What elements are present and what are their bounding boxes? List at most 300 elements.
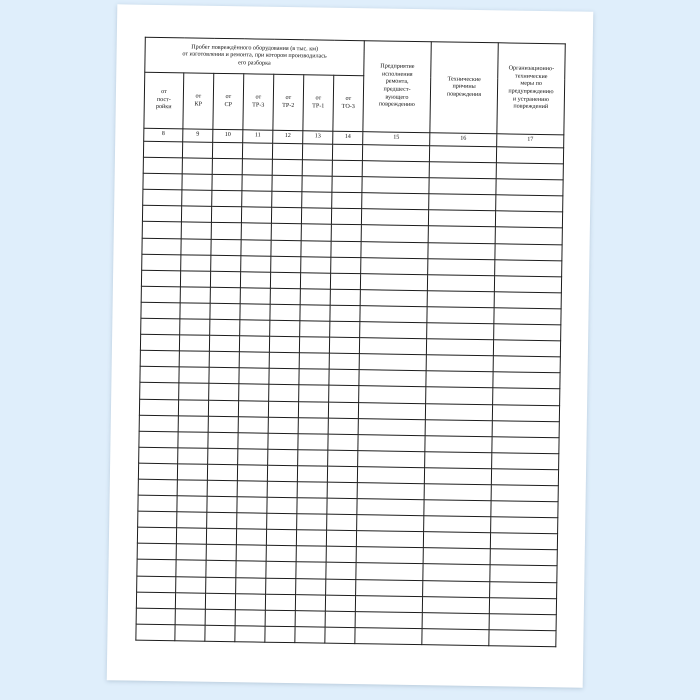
table-cell[interactable] [236,577,266,594]
table-cell[interactable] [298,417,328,434]
table-cell[interactable] [426,387,493,404]
table-cell[interactable] [270,288,300,305]
table-cell[interactable] [143,157,182,174]
table-cell[interactable] [492,404,559,421]
table-cell[interactable] [175,592,205,609]
table-cell[interactable] [327,498,357,515]
table-cell[interactable] [492,453,559,470]
table-cell[interactable] [301,208,331,225]
table-cell[interactable] [301,224,331,241]
table-cell[interactable] [270,272,300,289]
table-cell[interactable] [265,594,295,611]
table-cell[interactable] [181,238,211,255]
table-cell[interactable] [491,517,558,534]
table-cell[interactable] [179,335,209,352]
table-cell[interactable] [298,401,328,418]
table-cell[interactable] [490,549,557,566]
table-cell[interactable] [241,223,271,240]
table-cell[interactable] [330,273,360,290]
table-cell[interactable] [138,463,177,480]
table-cell[interactable] [300,321,330,338]
table-cell[interactable] [268,417,298,434]
table-cell[interactable] [493,340,560,357]
table-cell[interactable] [422,596,489,613]
table-cell[interactable] [491,485,558,502]
table-cell[interactable] [496,195,563,212]
table-cell[interactable] [140,350,179,367]
table-cell[interactable] [330,321,360,338]
table-cell[interactable] [427,307,494,324]
table-cell[interactable] [362,177,429,194]
table-cell[interactable] [181,206,211,223]
table-cell[interactable] [137,544,176,561]
table-cell[interactable] [299,337,329,354]
table-cell[interactable] [236,561,266,578]
table-cell[interactable] [239,368,269,385]
table-cell[interactable] [175,609,205,626]
table-cell[interactable] [361,257,428,274]
table-cell[interactable] [296,562,326,579]
table-cell[interactable] [297,482,327,499]
table-cell[interactable] [143,173,182,190]
table-cell[interactable] [207,480,237,497]
table-cell[interactable] [423,564,490,581]
table-cell[interactable] [272,175,302,192]
table-cell[interactable] [211,223,241,240]
table-cell[interactable] [301,240,331,257]
table-cell[interactable] [236,545,266,562]
table-cell[interactable] [181,254,211,271]
table-cell[interactable] [271,240,301,257]
table-cell[interactable] [325,611,355,628]
table-cell[interactable] [423,548,490,565]
table-cell[interactable] [491,501,558,518]
table-cell[interactable] [490,565,557,582]
table-cell[interactable] [331,241,361,258]
table-cell[interactable] [362,193,429,210]
table-cell[interactable] [299,353,329,370]
table-cell[interactable] [143,190,182,207]
table-cell[interactable] [142,254,181,271]
table-cell[interactable] [428,226,495,243]
table-cell[interactable] [272,192,302,209]
table-cell[interactable] [426,355,493,372]
table-cell[interactable] [239,352,269,369]
table-cell[interactable] [302,160,332,177]
table-cell[interactable] [301,256,331,273]
table-cell[interactable] [181,222,211,239]
table-cell[interactable] [296,546,326,563]
table-cell[interactable] [177,480,207,497]
table-cell[interactable] [180,319,210,336]
table-cell[interactable] [142,206,181,223]
table-cell[interactable] [358,418,425,435]
table-cell[interactable] [141,302,180,319]
table-cell[interactable] [238,400,268,417]
table-cell[interactable] [296,578,326,595]
table-cell[interactable] [425,451,492,468]
table-cell[interactable] [359,338,426,355]
table-cell[interactable] [426,339,493,356]
table-cell[interactable] [239,384,269,401]
table-cell[interactable] [209,384,239,401]
table-cell[interactable] [175,625,205,642]
table-cell[interactable] [429,194,496,211]
table-cell[interactable] [238,449,268,466]
table-cell[interactable] [177,464,207,481]
table-cell[interactable] [177,512,207,529]
table-cell[interactable] [242,159,272,176]
table-cell[interactable] [357,467,424,484]
table-cell[interactable] [179,367,209,384]
table-cell[interactable] [494,308,561,325]
table-cell[interactable] [328,434,358,451]
table-cell[interactable] [235,626,265,643]
table-cell[interactable] [241,207,271,224]
table-cell[interactable] [360,290,427,307]
table-cell[interactable] [327,514,357,531]
table-cell[interactable] [211,207,241,224]
table-cell[interactable] [355,627,422,644]
table-cell[interactable] [359,354,426,371]
table-cell[interactable] [493,356,560,373]
table-cell[interactable] [492,436,559,453]
table-cell[interactable] [327,466,357,483]
table-cell[interactable] [267,465,297,482]
table-cell[interactable] [207,512,237,529]
table-cell[interactable] [208,400,238,417]
table-cell[interactable] [302,144,332,161]
table-cell[interactable] [358,450,425,467]
table-cell[interactable] [295,610,325,627]
table-cell[interactable] [271,256,301,273]
table-cell[interactable] [235,593,265,610]
table-cell[interactable] [298,449,328,466]
table-cell[interactable] [139,447,178,464]
table-cell[interactable] [179,351,209,368]
table-cell[interactable] [429,162,496,179]
table-cell[interactable] [137,527,176,544]
table-cell[interactable] [210,287,240,304]
table-cell[interactable] [206,545,236,562]
table-cell[interactable] [142,222,181,239]
table-cell[interactable] [138,511,177,528]
table-cell[interactable] [177,496,207,513]
table-cell[interactable] [136,624,175,641]
table-cell[interactable] [239,336,269,353]
table-cell[interactable] [328,450,358,467]
table-cell[interactable] [136,608,175,625]
table-cell[interactable] [266,578,296,595]
table-cell[interactable] [238,416,268,433]
table-cell[interactable] [328,402,358,419]
table-cell[interactable] [270,304,300,321]
table-cell[interactable] [494,292,561,309]
table-cell[interactable] [178,448,208,465]
table-cell[interactable] [267,497,297,514]
table-cell[interactable] [331,209,361,226]
table-cell[interactable] [137,560,176,577]
table-cell[interactable] [139,431,178,448]
table-cell[interactable] [359,370,426,387]
table-cell[interactable] [495,227,562,244]
table-cell[interactable] [429,178,496,195]
table-cell[interactable] [240,320,270,337]
table-cell[interactable] [358,434,425,451]
table-cell[interactable] [295,594,325,611]
table-cell[interactable] [329,369,359,386]
table-cell[interactable] [140,383,179,400]
table-cell[interactable] [425,403,492,420]
table-cell[interactable] [180,303,210,320]
table-cell[interactable] [428,242,495,259]
table-cell[interactable] [422,612,489,629]
table-cell[interactable] [422,628,489,645]
table-cell[interactable] [296,530,326,547]
table-cell[interactable] [176,576,206,593]
table-cell[interactable] [356,563,423,580]
table-cell[interactable] [237,465,267,482]
table-cell[interactable] [140,367,179,384]
table-cell[interactable] [241,239,271,256]
table-cell[interactable] [242,175,272,192]
table-cell[interactable] [143,141,182,158]
table-cell[interactable] [208,448,238,465]
table-cell[interactable] [210,319,240,336]
table-cell[interactable] [496,147,563,164]
table-cell[interactable] [489,613,556,630]
table-cell[interactable] [424,516,491,533]
table-cell[interactable] [269,385,299,402]
table-cell[interactable] [180,287,210,304]
table-cell[interactable] [427,323,494,340]
table-cell[interactable] [357,483,424,500]
table-cell[interactable] [325,627,355,644]
table-cell[interactable] [330,305,360,322]
table-cell[interactable] [492,420,559,437]
table-cell[interactable] [494,276,561,293]
table-cell[interactable] [210,303,240,320]
table-cell[interactable] [208,432,238,449]
table-cell[interactable] [180,271,210,288]
table-cell[interactable] [427,274,494,291]
table-cell[interactable] [360,322,427,339]
table-cell[interactable] [212,175,242,192]
table-cell[interactable] [297,514,327,531]
table-cell[interactable] [268,433,298,450]
table-cell[interactable] [326,579,356,596]
table-cell[interactable] [330,289,360,306]
table-cell[interactable] [494,324,561,341]
table-cell[interactable] [493,372,560,389]
table-cell[interactable] [329,353,359,370]
table-cell[interactable] [302,176,332,193]
table-cell[interactable] [358,402,425,419]
table-cell[interactable] [178,431,208,448]
table-cell[interactable] [139,415,178,432]
table-cell[interactable] [490,581,557,598]
table-cell[interactable] [327,482,357,499]
table-cell[interactable] [241,255,271,272]
table-cell[interactable] [489,630,556,647]
table-cell[interactable] [269,336,299,353]
table-cell[interactable] [138,495,177,512]
table-cell[interactable] [205,593,235,610]
table-cell[interactable] [141,286,180,303]
table-cell[interactable] [326,546,356,563]
table-cell[interactable] [297,498,327,515]
table-cell[interactable] [266,562,296,579]
table-cell[interactable] [489,597,556,614]
table-cell[interactable] [300,272,330,289]
table-cell[interactable] [212,142,242,159]
table-cell[interactable] [361,241,428,258]
table-cell[interactable] [495,243,562,260]
table-cell[interactable] [205,625,235,642]
table-cell[interactable] [210,271,240,288]
table-cell[interactable] [211,255,241,272]
table-cell[interactable] [136,592,175,609]
table-cell[interactable] [209,352,239,369]
table-cell[interactable] [491,469,558,486]
table-cell[interactable] [269,352,299,369]
table-cell[interactable] [265,610,295,627]
table-cell[interactable] [300,305,330,322]
table-cell[interactable] [493,388,560,405]
table-cell[interactable] [137,576,176,593]
table-cell[interactable] [270,320,300,337]
table-cell[interactable] [178,415,208,432]
table-cell[interactable] [328,418,358,435]
table-cell[interactable] [207,464,237,481]
table-cell[interactable] [362,161,429,178]
table-cell[interactable] [329,337,359,354]
table-cell[interactable] [240,272,270,289]
table-cell[interactable] [242,191,272,208]
table-cell[interactable] [266,529,296,546]
table-cell[interactable] [178,399,208,416]
table-cell[interactable] [182,158,212,175]
table-cell[interactable] [242,143,272,160]
table-cell[interactable] [359,386,426,403]
table-cell[interactable] [429,146,496,163]
table-cell[interactable] [427,291,494,308]
table-cell[interactable] [332,160,362,177]
table-cell[interactable] [423,532,490,549]
table-cell[interactable] [424,484,491,501]
table-cell[interactable] [265,626,295,643]
table-cell[interactable] [302,192,332,209]
table-cell[interactable] [496,163,563,180]
table-cell[interactable] [331,225,361,242]
table-cell[interactable] [495,211,562,228]
table-cell[interactable] [267,513,297,530]
table-cell[interactable] [237,513,267,530]
table-cell[interactable] [332,176,362,193]
table-cell[interactable] [361,225,428,242]
table-cell[interactable] [424,500,491,517]
table-cell[interactable] [490,533,557,550]
table-cell[interactable] [326,563,356,580]
table-cell[interactable] [176,528,206,545]
table-cell[interactable] [362,145,429,162]
table-cell[interactable] [236,529,266,546]
table-cell[interactable] [295,626,325,643]
table-cell[interactable] [325,595,355,612]
table-cell[interactable] [425,419,492,436]
table-cell[interactable] [237,497,267,514]
table-cell[interactable] [356,579,423,596]
table-cell[interactable] [267,481,297,498]
table-cell[interactable] [326,530,356,547]
table-cell[interactable] [268,401,298,418]
table-cell[interactable] [496,179,563,196]
table-cell[interactable] [329,386,359,403]
table-cell[interactable] [357,499,424,516]
table-cell[interactable] [179,383,209,400]
table-cell[interactable] [141,270,180,287]
table-cell[interactable] [424,468,491,485]
table-cell[interactable] [141,318,180,335]
table-cell[interactable] [268,449,298,466]
table-cell[interactable] [299,369,329,386]
table-cell[interactable] [209,368,239,385]
table-cell[interactable] [238,432,268,449]
table-cell[interactable] [240,304,270,321]
table-cell[interactable] [355,595,422,612]
table-cell[interactable] [272,159,302,176]
table-cell[interactable] [357,515,424,532]
table-cell[interactable] [495,259,562,276]
table-cell[interactable] [235,609,265,626]
table-cell[interactable] [425,435,492,452]
table-cell[interactable] [208,416,238,433]
table-cell[interactable] [182,174,212,191]
table-cell[interactable] [272,143,302,160]
table-cell[interactable] [426,371,493,388]
table-cell[interactable] [361,209,428,226]
table-cell[interactable] [176,544,206,561]
table-cell[interactable] [271,208,301,225]
table-cell[interactable] [428,258,495,275]
table-cell[interactable] [209,335,239,352]
table-cell[interactable] [205,609,235,626]
table-cell[interactable] [207,496,237,513]
table-cell[interactable] [297,466,327,483]
table-cell[interactable] [212,191,242,208]
table-cell[interactable] [355,611,422,628]
table-cell[interactable] [206,577,236,594]
table-cell[interactable] [182,190,212,207]
table-cell[interactable] [299,385,329,402]
table-cell[interactable] [331,257,361,274]
table-cell[interactable] [176,560,206,577]
table-cell[interactable] [356,531,423,548]
table-cell[interactable] [332,192,362,209]
table-cell[interactable] [140,334,179,351]
table-cell[interactable] [271,224,301,241]
table-cell[interactable] [139,399,178,416]
table-cell[interactable] [269,369,299,386]
table-cell[interactable] [237,481,267,498]
table-cell[interactable] [211,239,241,256]
table-cell[interactable] [300,289,330,306]
table-cell[interactable] [206,561,236,578]
table-cell[interactable] [182,142,212,159]
table-cell[interactable] [240,288,270,305]
table-cell[interactable] [360,306,427,323]
table-cell[interactable] [332,144,362,161]
